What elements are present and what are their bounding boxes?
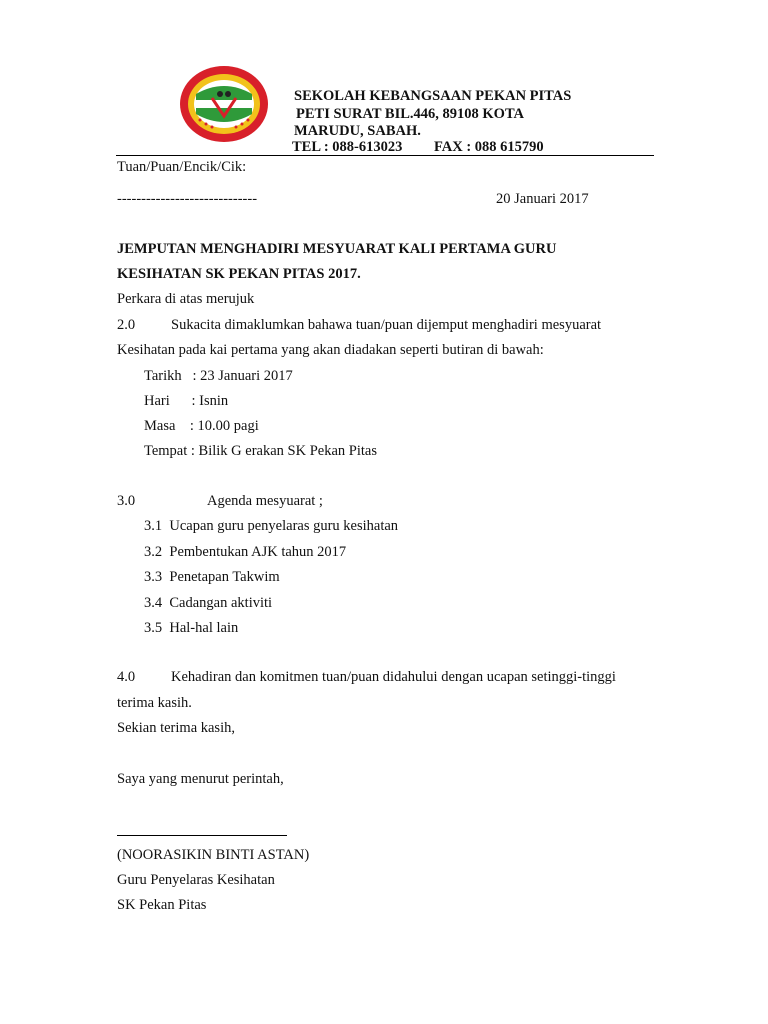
para-4-text-cont: terima kasih.	[117, 695, 192, 711]
para-2-number: 2.0	[117, 317, 136, 333]
tel-number: TEL : 088-613023	[292, 139, 403, 155]
para-4-text: Kehadiran dan komitmen tuan/puan didahului dengan ucapan setinggi-tinggi	[171, 669, 616, 685]
school-name: SEKOLAH KEBANGSAAN PEKAN PITAS	[294, 88, 572, 104]
recipient-blank: -----------------------------	[117, 191, 258, 207]
agenda-item: 3.1 Ucapan guru penyelaras guru kesihatan	[144, 518, 399, 534]
para-4-number: 4.0	[117, 669, 136, 685]
signer-organization: SK Pekan Pitas	[117, 897, 207, 913]
fax-number: FAX : 088 615790	[434, 139, 544, 155]
subject-line-2: KESIHATAN SK PEKAN PITAS 2017.	[117, 266, 361, 282]
agenda-item: 3.5 Hal-hal lain	[144, 620, 239, 636]
salutation: Tuan/Puan/Encik/Cik:	[117, 159, 247, 175]
signer-title: Guru Penyelaras Kesihatan	[117, 872, 275, 888]
agenda-item: 3.4 Cadangan aktiviti	[144, 595, 273, 611]
agenda-item: 3.2 Pembentukan AJK tahun 2017	[144, 544, 347, 560]
closing-line: Sekian terima kasih,	[117, 720, 235, 736]
address-line-1: PETI SURAT BIL.446, 89108 KOTA	[296, 106, 525, 122]
signer-name: (NOORASIKIN BINTI ASTAN)	[117, 847, 310, 863]
detail-venue: Tempat : Bilik G erakan SK Pekan Pitas	[144, 443, 377, 459]
agenda-item: 3.3 Penetapan Takwim	[144, 569, 280, 585]
detail-day: Hari : Isnin	[144, 393, 229, 409]
subject-line-1: JEMPUTAN MENGHADIRI MESYUARAT KALI PERTAMA GURU	[117, 241, 557, 257]
address-line-2: MARUDU, SABAH.	[294, 123, 421, 139]
letter-date: 20 Januari 2017	[496, 191, 589, 207]
school-logo	[178, 64, 270, 144]
signature-line	[117, 835, 287, 836]
para-3-text: Agenda mesyuarat ;	[207, 493, 323, 509]
detail-time: Masa : 10.00 pagi	[144, 418, 259, 434]
sign-off: Saya yang menurut perintah,	[117, 771, 284, 787]
para-3-number: 3.0	[117, 493, 136, 509]
reference-line: Perkara di atas merujuk	[117, 291, 255, 307]
header-divider	[116, 155, 654, 156]
detail-date: Tarikh : 23 Januari 2017	[144, 368, 293, 384]
para-2-text: Sukacita dimaklumkan bahawa tuan/puan dijemput menghadiri mesyuarat	[171, 317, 602, 333]
para-2-text-cont: Kesihatan pada kai pertama yang akan diadakan seperti butiran di bawah:	[117, 342, 544, 358]
